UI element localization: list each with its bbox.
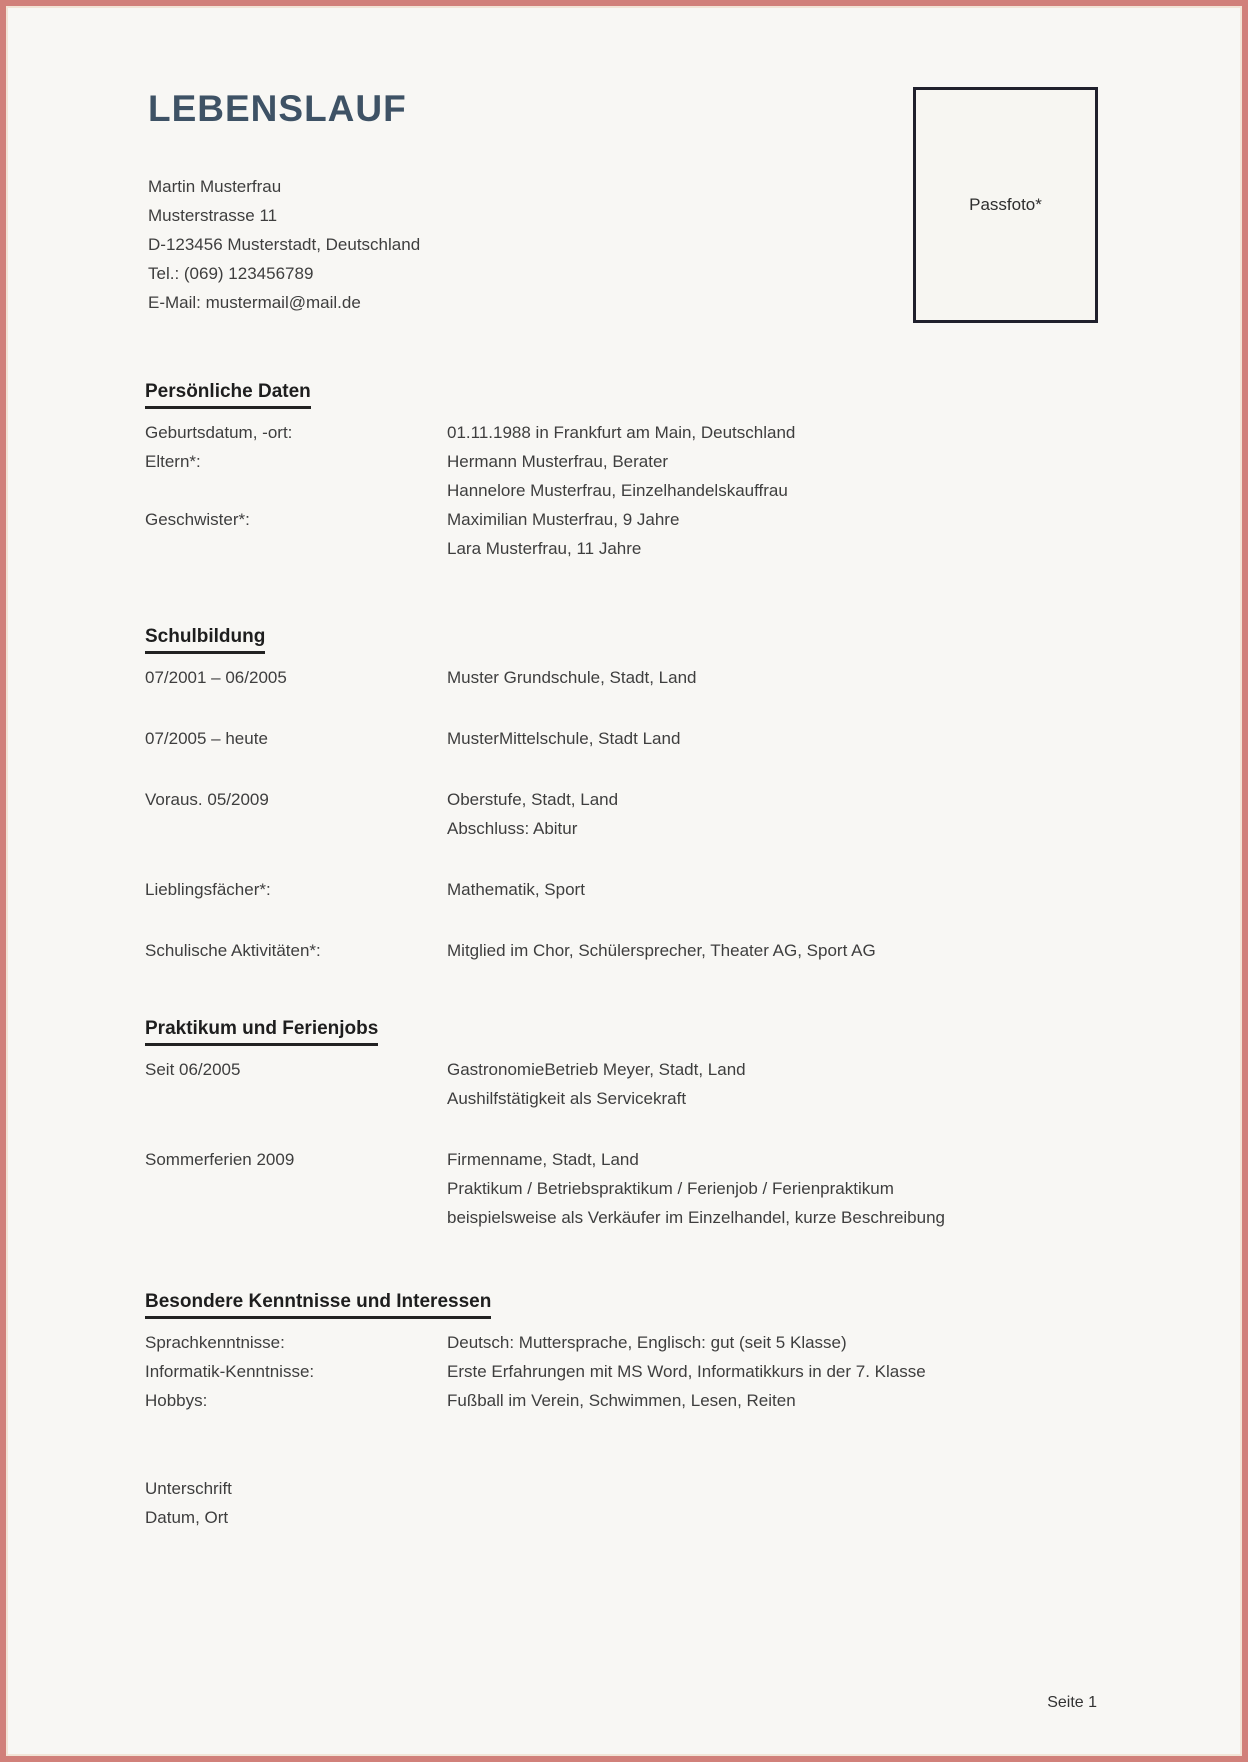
contact-phone: Tel.: (069) 123456789 [148, 264, 314, 283]
row-value: Abschluss: Abitur [447, 819, 578, 838]
row-label: Geschwister*: [145, 510, 250, 529]
row-value: Deutsch: Muttersprache, Englisch: gut (seit 5 Klasse) [447, 1333, 847, 1352]
row-value: Fußball im Verein, Schwimmen, Lesen, Reiten [447, 1391, 796, 1410]
passport-photo-label: Passfoto* [969, 195, 1042, 214]
row-value: beispielsweise als Verkäufer im Einzelhandel, kurze Beschreibung [447, 1208, 945, 1227]
row-value: Lara Musterfrau, 11 Jahre [447, 539, 642, 558]
signature-block [145, 1474, 232, 1532]
row-label: Sprachkenntnisse: [145, 1333, 285, 1352]
section-persoenliche-daten [145, 381, 1135, 563]
page-number: Seite 1 [1047, 1694, 1097, 1711]
contact-block [148, 172, 420, 317]
row-label: Hobbys: [145, 1391, 208, 1410]
row-value: Erste Erfahrungen mit MS Word, Informatikkurs in der 7. Klasse [447, 1362, 926, 1381]
row-value: Firmenname, Stadt, Land [447, 1150, 639, 1169]
contact-street: Musterstrasse 11 [148, 206, 278, 225]
section-heading: Besondere Kenntnisse und Interessen [145, 1291, 491, 1319]
section-besondere-kenntnisse [145, 1291, 1135, 1415]
table-row [145, 1145, 1135, 1232]
row-label: Lieblingsfächer*: [145, 880, 271, 899]
row-value: Mathematik, Sport [447, 880, 585, 899]
section-schulbildung [145, 626, 1135, 965]
row-value: Hannelore Musterfrau, Einzelhandelskauffrau [447, 481, 788, 500]
row-value: GastronomieBetrieb Meyer, Stadt, Land [447, 1060, 746, 1079]
table-row [145, 1328, 1135, 1357]
row-label: Schulische Aktivitäten*: [145, 941, 321, 960]
row-label: Seit 06/2005 [145, 1060, 241, 1079]
section-heading: Persönliche Daten [145, 381, 311, 409]
row-value: Maximilian Musterfrau, 9 Jahre [447, 510, 680, 529]
row-value: Oberstufe, Stadt, Land [447, 790, 619, 809]
row-value: Muster Grundschule, Stadt, Land [447, 668, 697, 687]
contact-email: E-Mail: mustermail@mail.de [148, 293, 361, 312]
table-row [145, 447, 1135, 505]
page-title: LEBENSLAUF [148, 88, 407, 129]
table-row [145, 1357, 1135, 1386]
table-row [145, 1386, 1135, 1415]
table-row [145, 1055, 1135, 1113]
section-heading: Praktikum und Ferienjobs [145, 1018, 378, 1046]
section-heading: Schulbildung [145, 626, 265, 654]
row-label: Sommerferien 2009 [145, 1150, 295, 1169]
table-row [145, 724, 1135, 753]
row-value: Aushilfstätigkeit als Servicekraft [447, 1089, 687, 1108]
row-label: 07/2005 – heute [145, 729, 268, 748]
signature-label: Unterschrift [145, 1479, 232, 1498]
table-row [145, 418, 1135, 447]
row-value: 01.11.1988 in Frankfurt am Main, Deutschland [447, 423, 796, 442]
table-row [145, 875, 1135, 904]
section-praktikum-ferienjobs [145, 1018, 1135, 1232]
table-row [145, 936, 1135, 965]
row-value: Hermann Musterfrau, Berater [447, 452, 669, 471]
row-value: Mitglied im Chor, Schülersprecher, Theater AG, Sport AG [447, 941, 876, 960]
date-place-label: Datum, Ort [145, 1508, 229, 1527]
row-value: MusterMittelschule, Stadt Land [447, 729, 681, 748]
row-label: Voraus. 05/2009 [145, 790, 269, 809]
row-label: Informatik-Kenntnisse: [145, 1362, 315, 1381]
row-label: 07/2001 – 06/2005 [145, 668, 287, 687]
row-value: Praktikum / Betriebspraktikum / Ferienjob / Ferienpraktikum [447, 1179, 894, 1198]
contact-name: Martin Musterfrau [148, 177, 282, 196]
table-row [145, 663, 1135, 692]
contact-city: D-123456 Musterstadt, Deutschland [148, 235, 421, 254]
table-row [145, 505, 1135, 563]
row-label: Eltern*: [145, 452, 201, 471]
row-label: Geburtsdatum, -ort: [145, 423, 293, 442]
passport-photo-placeholder [913, 87, 1098, 323]
table-row [145, 785, 1135, 843]
